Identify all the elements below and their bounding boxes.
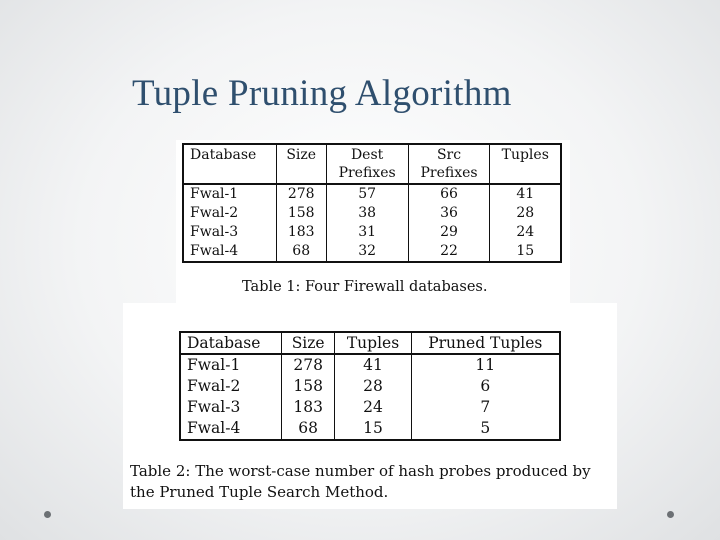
table1-header-row — [183, 144, 561, 184]
table1-cell-dest-prefixes: 32 — [326, 242, 408, 262]
table2-cell-size: 68 — [281, 418, 335, 440]
table-row — [183, 204, 561, 223]
table2-header-tuples: Tuples — [335, 332, 411, 354]
slide-decoration-dot-right — [667, 511, 674, 518]
table2-cell-pruned-tuples: 11 — [411, 354, 560, 376]
table1-cell-tuples: 24 — [490, 223, 561, 242]
table1-cell-src-prefixes: 22 — [408, 242, 490, 262]
table2-cell-tuples: 15 — [335, 418, 411, 440]
table1-header-dest-prefixes: Dest Prefixes — [326, 144, 408, 184]
table1-cell-size: 68 — [276, 242, 326, 262]
table2-cell-database: Fwal-3 — [187, 398, 241, 416]
table2-cell-database: Fwal-1 — [187, 356, 241, 374]
table2-header-row — [180, 332, 560, 354]
table1-cell-database: Fwal-4 — [190, 243, 239, 259]
table-row — [180, 418, 560, 440]
table-row — [180, 354, 560, 376]
table2-cell-pruned-tuples: 7 — [411, 397, 560, 418]
table2-cell-tuples: 24 — [335, 397, 411, 418]
table1-cell-src-prefixes: 66 — [408, 184, 490, 204]
table2-cell-tuples: 28 — [335, 376, 411, 397]
table2-cell-size: 278 — [281, 354, 335, 376]
table2-header-database: Database — [180, 332, 281, 354]
table1-cell-size: 158 — [276, 204, 326, 223]
table1-cell-src-prefixes: 36 — [408, 204, 490, 223]
table1-image — [176, 140, 570, 305]
pruned-tuples-table — [179, 331, 561, 441]
table1-header-database: Database — [183, 144, 276, 184]
table1-cell-size: 183 — [276, 223, 326, 242]
table1-header-tuples: Tuples — [490, 144, 561, 184]
slide-title: Tuple Pruning Algorithm — [132, 73, 512, 114]
table1-cell-dest-prefixes: 57 — [326, 184, 408, 204]
table1-cell-dest-prefixes: 38 — [326, 204, 408, 223]
firewall-databases-table — [182, 143, 562, 263]
table-row — [180, 376, 560, 397]
table2-cell-size: 183 — [281, 397, 335, 418]
table2-image — [123, 303, 617, 509]
table-row — [180, 397, 560, 418]
table2-cell-database: Fwal-2 — [187, 377, 241, 395]
table2-caption: Table 2: The worst-case number of hash probes produced by the Pruned Tuple Search Method. — [130, 462, 591, 501]
table-row — [183, 223, 561, 242]
table2-header-size: Size — [281, 332, 335, 354]
slide-decoration-dot-left — [44, 511, 51, 518]
table1-cell-src-prefixes: 29 — [408, 223, 490, 242]
table2-cell-pruned-tuples: 5 — [411, 418, 560, 440]
table2-cell-database: Fwal-4 — [187, 419, 241, 437]
table-row — [183, 184, 561, 204]
table1-cell-tuples: 28 — [490, 204, 561, 223]
table1-header-size: Size — [276, 144, 326, 184]
table2-cell-size: 158 — [281, 376, 335, 397]
table1-caption: Table 1: Four Firewall databases. — [242, 279, 488, 295]
table1-cell-tuples: 41 — [490, 184, 561, 204]
table2-cell-pruned-tuples: 6 — [411, 376, 560, 397]
table1-cell-database: Fwal-1 — [190, 186, 239, 202]
table1-cell-database: Fwal-3 — [190, 224, 239, 240]
table1-cell-database: Fwal-2 — [190, 205, 239, 221]
table2-cell-tuples: 41 — [335, 354, 411, 376]
table1-cell-tuples: 15 — [490, 242, 561, 262]
table1-cell-size: 278 — [276, 184, 326, 204]
table1-header-src-prefixes: Src Prefixes — [408, 144, 490, 184]
table1-cell-dest-prefixes: 31 — [326, 223, 408, 242]
table2-header-pruned-tuples: Pruned Tuples — [411, 332, 560, 354]
table-row — [183, 242, 561, 262]
